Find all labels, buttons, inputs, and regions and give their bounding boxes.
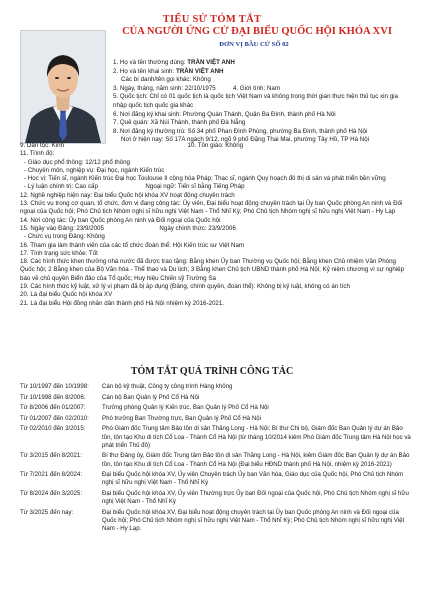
birth-registration: 6. Nơi đăng ký khai sinh: Phường Quán Thánh, Quận Ba Đình, thành phố Hà Nội: [113, 110, 336, 118]
political-theory: - Lý luận chính trị: Cao cấp: [24, 183, 98, 191]
disciplinary-record: 19. Các hình thức kỷ luật, xử lý vi phạm đã bị áp dụng (Đảng, chính quyền, đoàn thể): Không bị kỷ luật, không có án tích: [20, 283, 350, 291]
career-period: Từ 8/2024 đến 3/2025:: [20, 489, 83, 497]
portrait-photo: [20, 30, 106, 144]
career-period: Từ 3/2025 đến nay:: [20, 508, 74, 516]
current-position: 13. Chức vụ trong cơ quan, tổ chức, đơn vị đang công tác: Ủy viên, Đại biểu hoạt động chuyên trách tại Ủy ban Quốc phòng An ninh và Đối ngoại của Quốc hội; Phó Chủ tịch Nhóm nghị sĩ hữu nghị Việt Nam - Thổ Nhĩ Kỳ; Phó Chủ tịch Nhóm nghị sĩ hữu nghị Việt Nam - Hy Lạp: [20, 200, 403, 216]
birth-name-row: 2. Họ và tên khai sinh: TRẦN VIỆT ANH: [113, 67, 224, 75]
health-status: 17. Tình trạng sức khỏe: Tốt: [20, 249, 98, 257]
career-period: Từ 3/2015 đến 8/2021:: [20, 452, 83, 460]
nationality: 5. Quốc tịch: Chỉ có 01 quốc tịch là quốc tịch Việt Nam và không trong thời gian thực hiện thủ tục xin gia nhập quốc tịch quốc gia khác: [113, 93, 398, 109]
common-name: TRẦN VIỆT ANH: [187, 59, 235, 66]
biography-body: [20, 142, 412, 308]
career-period: Từ 02/2010 đến 3/2015:: [20, 425, 86, 433]
career-row: [20, 404, 412, 412]
birthdate-gender: 3. Ngày, tháng, năm sinh: 22/10/1975 4. Giới tính: Nam: [113, 84, 280, 92]
career-row: [20, 415, 412, 423]
career-row: [20, 471, 412, 487]
hometown: 7. Quê quán: Xã Núi Thành, thành phố Đà Nẵng: [113, 119, 246, 127]
workplace: 14. Nơi công tác: Ủy ban Quốc phòng An ninh và Đối ngoại của Quốc hội: [20, 216, 221, 224]
aliases: Các bí danh/tên gọi khác: Không: [121, 76, 211, 84]
career-description: Phó Giám đốc Trung tâm Bảo tồn di sản Thăng Long - Hà Nội; Bí thư Chi bộ, Giám đốc Ban Quản lý dự án Bảo tồn, tôn tạo Khu di tích Cổ Loa - Thành Cổ Hà Nội (từ tháng 10/2014 kiêm Phó Giám đốc Trung tâm Hà Nội học và phát triển Thủ đô): [102, 425, 411, 449]
career-row: [20, 383, 412, 391]
ethnicity: 9. Dân tộc: Kinh: [20, 142, 65, 149]
party-position: - Chức vụ trong Đảng: Không: [24, 233, 105, 241]
birth-name: TRẦN VIỆT ANH: [175, 67, 224, 75]
political-theory-row: [20, 183, 412, 191]
academic-degree: - Học vị: Tiến sĩ, ngành Kiến trúc Đại học Toulouse II cộng hòa Pháp; Thạc sĩ, ngành Quy hoạch đô thị di sản và phát triển bền vững: [24, 175, 386, 183]
current-residence: Nơi ở hiện nay: Số 17A ngách 9/12, ngõ 9 phố Đặng Thai Mai, phường Tây Hồ, TP Hà Nội: [121, 136, 370, 144]
religion: 10. Tôn giáo: Không: [187, 142, 244, 149]
document-title: TIỂU SỬ TÓM TẮT: [162, 14, 262, 25]
career-description: Cán bộ Ban Quản lý Phố Cổ Hà Nội: [102, 393, 200, 401]
career-list: [20, 383, 412, 536]
party-join-date: 15. Ngày vào Đảng: 23/9/2005: [20, 224, 104, 232]
permanent-residence: 8. Nơi đăng ký thường trú: Số 34 phố Phan Đình Phùng, phường Ba Đình, thành phố Hà Nội: [113, 127, 368, 135]
education-heading: 11. Trình độ:: [20, 150, 55, 158]
career-description: Cán bộ kỹ thuật, Công ty công trình Hàng không: [102, 383, 233, 390]
career-description: Bí thư Đảng ủy, Giám đốc Trung tâm Bảo tồn di sản Thăng Long - Hà Nội, kiêm Giám đốc Ban Quản lý dự án Bảo tồn, tôn tạo Khu di tích Cổ Loa - Thành Cổ Hà Nội (Đại biểu HĐND thành phố Hà Nội, nhiệm kỳ 2016-2021): [102, 452, 410, 468]
general-education: - Giáo dục phổ thông: 12/12 phổ thông: [24, 158, 130, 166]
city-council-delegate: 21. Là đại biểu Hội đồng nhân dân thành phố Hà Nội nhiệm kỳ 2016-2021.: [20, 299, 224, 307]
career-period: Từ 10/1998 đến 8/2006:: [20, 393, 86, 401]
career-period: Từ 7/2021 đến 8/2024:: [20, 471, 83, 479]
party-official-date: Ngày chính thức: 23/9/2006: [159, 224, 236, 232]
career-period: Từ 8/2006 đến 01/2007:: [20, 404, 86, 412]
career-description: Đại biểu Quốc hội khóa XV, Đại biểu hoạt động chuyên trách tại Ủy ban Quốc phòng An ninh và Đối ngoại của Quốc hội; Phó Chủ tịch Nhóm nghị sĩ hữu nghị Việt Nam - Thổ Nhĩ Kỳ; Phó Chủ tịch Nhóm nghị sĩ hữu nghị Việt Nam - Hy Lạp.: [102, 508, 405, 533]
career-row: [20, 452, 412, 468]
career-description: Trưởng phòng Quản lý Kiến trúc, Ban Quản lý Phố Cổ Hà Nội: [102, 404, 269, 412]
ethnicity-religion-row: [20, 142, 412, 150]
document-title-line2: CỦA NGƯỜI ỨNG CỬ ĐẠI BIỂU QUỐC HỘI KHÓA XVI: [122, 26, 392, 37]
career-summary-title: TÓM TẮT QUÁ TRÌNH CÔNG TÁC: [130, 366, 294, 377]
foreign-language: Ngoại ngữ: Tiến sĩ bằng Tiếng Pháp: [145, 183, 245, 191]
career-row: [20, 509, 412, 534]
party-dates-row: [20, 225, 412, 233]
awards: 18. Các hình thức khen thưởng nhà nước đã được trao tặng: Bằng khen Ủy ban Thường vụ Quốc hội; Bằng khen Chủ nhiệm Văn Phòng Quốc hội; 2 Bằng khen của Bộ Văn hóa - Thể thao và Du lịch; 3 Bằng khen Chủ tịch UBND thành phố Hà Nội; Kỷ niệm chương vì sự nghiệp báo về chủ quyền Biển đảo của Tổ quốc; Huy hiệu Chiến sỹ Trường Sa: [20, 258, 405, 282]
career-row: [20, 490, 412, 506]
electoral-unit: ĐƠN VỊ BẦU CỬ SỐ 02: [219, 41, 289, 48]
career-description: Phó trưởng Ban Thường trực, Ban Quản lý Phố Cổ Hà Nội: [102, 414, 261, 422]
common-name-row: 1. Họ và tên thường dùng: TRẦN VIỆT ANH: [113, 59, 235, 66]
career-description: Đại biểu Quốc hội khóa XV, Ủy viên Thường trực Ủy ban Đối ngoại của Quốc hội, Phó Chủ tịch Nhóm nghị sĩ hữu nghị Việt Nam - Thổ Nhĩ Kỳ: [102, 489, 409, 506]
organizations: 16. Tham gia làm thành viên của các tổ chức đoàn thể: Hội Kiến trúc sư Việt Nam: [20, 241, 245, 249]
career-period: Từ 01/2007 đến 02/2010:: [20, 414, 89, 422]
career-row: [20, 394, 412, 402]
current-occupation: 12. Nghề nghiệp hiện nay: Đại biểu Quốc hội khóa XV hoạt động chuyên trách: [20, 191, 235, 199]
specialization: - Chuyên môn, nghiệp vụ: Đại học, ngành Kiến trúc: [24, 166, 165, 174]
personal-info: [113, 59, 413, 145]
career-period: Từ 10/1997 đến 10/1998:: [20, 383, 89, 390]
career-row: [20, 425, 412, 450]
nat-assembly-delegate: 20. Là đại biểu Quốc hội khóa XV: [20, 291, 113, 299]
career-description: Đại biểu Quốc hội khóa XV, Ủy viên Chuyên trách Ủy ban Văn hóa, Giáo dục của Quốc hội, Phó Chủ tịch Nhóm nghị sĩ hữu nghị Việt Nam - Thổ Nhĩ Kỳ: [102, 471, 404, 487]
